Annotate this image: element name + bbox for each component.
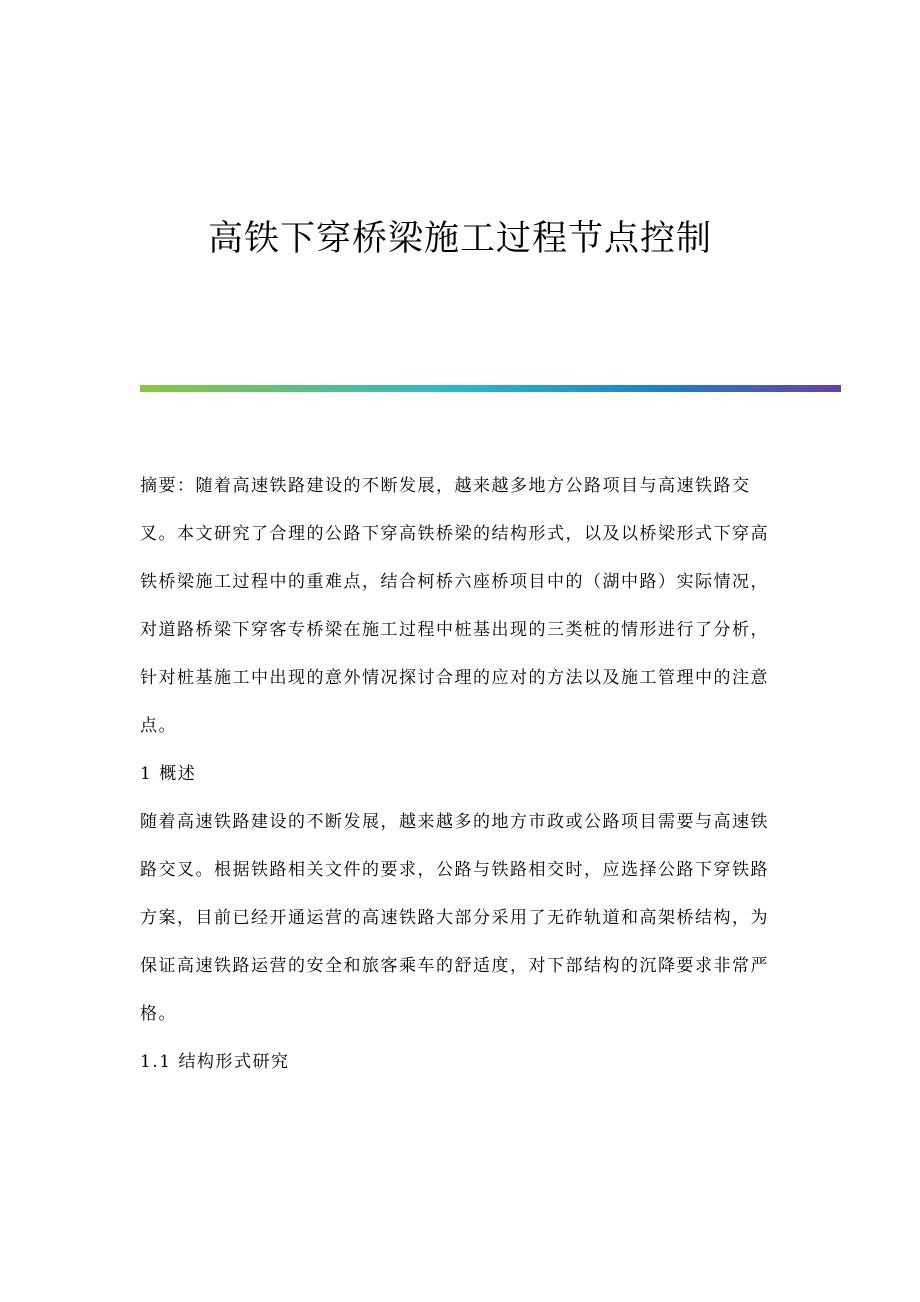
section-1-line: 保证高速铁路运营的安全和旅客乘车的舒适度，对下部结构的沉降要求非常严 <box>140 956 769 976</box>
section-1-line: 随着高速铁路建设的不断发展，越来越多的地方市政或公路项目需要与高速铁 <box>140 812 769 832</box>
section-heading <box>140 750 780 798</box>
subsection-heading <box>140 1038 780 1086</box>
abstract-paragraph <box>140 462 780 750</box>
abstract-line: 针对桩基施工中出现的意外情况探讨合理的应对的方法以及施工管理中的注意 <box>140 668 769 688</box>
abstract-line: 摘要：随着高速铁路建设的不断发展，越来越多地方公路项目与高速铁路交 <box>140 476 751 496</box>
abstract-line: 叉。本文研究了合理的公路下穿高铁桥梁的结构形式，以及以桥梁形式下穿高 <box>140 524 769 544</box>
abstract-line: 点。 <box>140 716 177 736</box>
abstract-line: 铁桥梁施工过程中的重难点，结合柯桥六座桥项目中的（湖中路）实际情况， <box>140 572 769 592</box>
section-1-heading: 1 概述 <box>140 764 197 784</box>
section-1-paragraph <box>140 798 780 1038</box>
abstract-line: 对道路桥梁下穿客专桥梁在施工过程中桩基出现的三类桩的情形进行了分析， <box>140 620 769 640</box>
section-1-line: 路交叉。根据铁路相关文件的要求，公路与铁路相交时，应选择公路下穿铁路 <box>140 860 769 880</box>
document-title: 高铁下穿桥梁施工过程节点控制 <box>207 219 712 259</box>
section-1-1-heading: 1.1 结构形式研究 <box>140 1052 290 1072</box>
document-body <box>140 462 780 1086</box>
section-1-line: 方案，目前已经开通运营的高速铁路大部分采用了无砟轨道和高架桥结构，为 <box>140 908 769 928</box>
title-divider <box>140 385 841 392</box>
section-1-line: 格。 <box>140 1004 177 1024</box>
